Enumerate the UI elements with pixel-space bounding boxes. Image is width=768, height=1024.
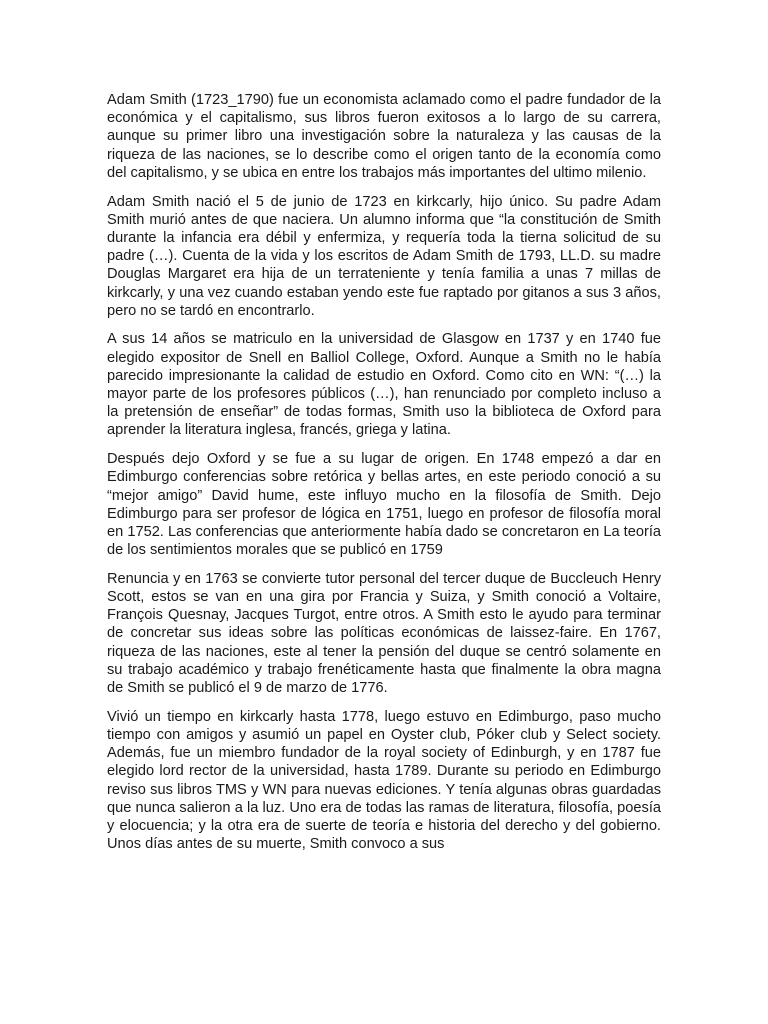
paragraph-1: Adam Smith (1723_1790) fue un economista aclamado como el padre fundador de la económica y el capitalismo, sus libros fueron exitosos a lo largo de su carrera, aunque su primer libro una investigación sobre la naturaleza y las causas de la riqueza de las naciones, se lo describe como el origen tanto de la economía como del capitalismo, y se ubica en entre los trabajos más importantes del ultimo milenio.: [107, 92, 661, 181]
paragraph-2: Adam Smith nació el 5 de junio de 1723 en kirkcarly, hijo único. Su padre Adam Smith murió antes de que naciera. Un alumno informa que “la constitución de Smith durante la infancia era débil y enfermiza, y requería toda la tierna solicitud de su padre (…). Cuenta de la vida y los escritos de Adam Smith de 1793, LL.D. su madre Douglas Margaret era hija de un terrateniente y tenía familia a unas 7 millas de kirkcarly, y una vez cuando estaban yendo este fue raptado por gitanos a sus 3 años, pero no se tardó en encontrarlo.: [107, 193, 661, 319]
paragraph-5: Renuncia y en 1763 se convierte tutor personal del tercer duque de Buccleuch Henry Scott, estos se van en una gira por Francia y Suiza, y Smith conoció a Voltaire, François Quesnay, Jacques Turgot, entre otros. A Smith esto le ayudo para terminar de concretar sus ideas sobre las políticas económicas de laissez-faire. En 1767, riqueza de las naciones, este al tener la pensión del duque se centró solamente en su trabajo académico y trabajo frenéticamente hasta que finalmente la obra magna de Smith se publicó el 9 de marzo de 1776.: [107, 570, 661, 697]
paragraph-6: Vivió un tiempo en kirkcarly hasta 1778, luego estuvo en Edimburgo, paso mucho tiempo con amigos y asumió un papel en Oyster club, Póker club y Select society. Además, fue un miembro fundador de la royal society of Edinburgh, y en 1787 fue elegido lord rector de la universidad, hasta 1789. Durante su periodo en Edimburgo reviso sus libros TMS y WN para nuevas ediciones. Y tenía algunas obras guardadas que nunca salieron a la luz. Uno era de todas las ramas de literatura, filosofía, poesía y elocuencia; y la otra era de suerte de teoría e historia del derecho y del gobierno. Unos días antes de su muerte, Smith convoco a sus: [107, 708, 661, 853]
paragraph-4: Después dejo Oxford y se fue a su lugar de origen. En 1748 empezó a dar en Edimburgo conferencias sobre retórica y bellas artes, en este periodo conoció a su “mejor amigo” David hume, este influyo mucho en la filosofía de Smith. Dejo Edimburgo para ser profesor de lógica en 1751, luego en profesor de filosofía moral en 1752. Las conferencias que anteriormente había dado se concretaron en La teoría de los sentimientos morales que se publicó en 1759: [107, 451, 661, 559]
document-body: [107, 91, 661, 864]
paragraph-3: A sus 14 años se matriculo en la universidad de Glasgow en 1737 y en 1740 fue elegido expositor de Snell en Balliol College, Oxford. Aunque a Smith no le había parecido impresionante la calidad de estudio en Oxford. Como cito en WN: “(…) la mayor parte de los profesores públicos (…), han renunciado por completo incluso a la pretensión de enseñar” de todas formas, Smith uso la biblioteca de Oxford para aprender la literatura inglesa, francés, griega y latina.: [107, 331, 661, 439]
